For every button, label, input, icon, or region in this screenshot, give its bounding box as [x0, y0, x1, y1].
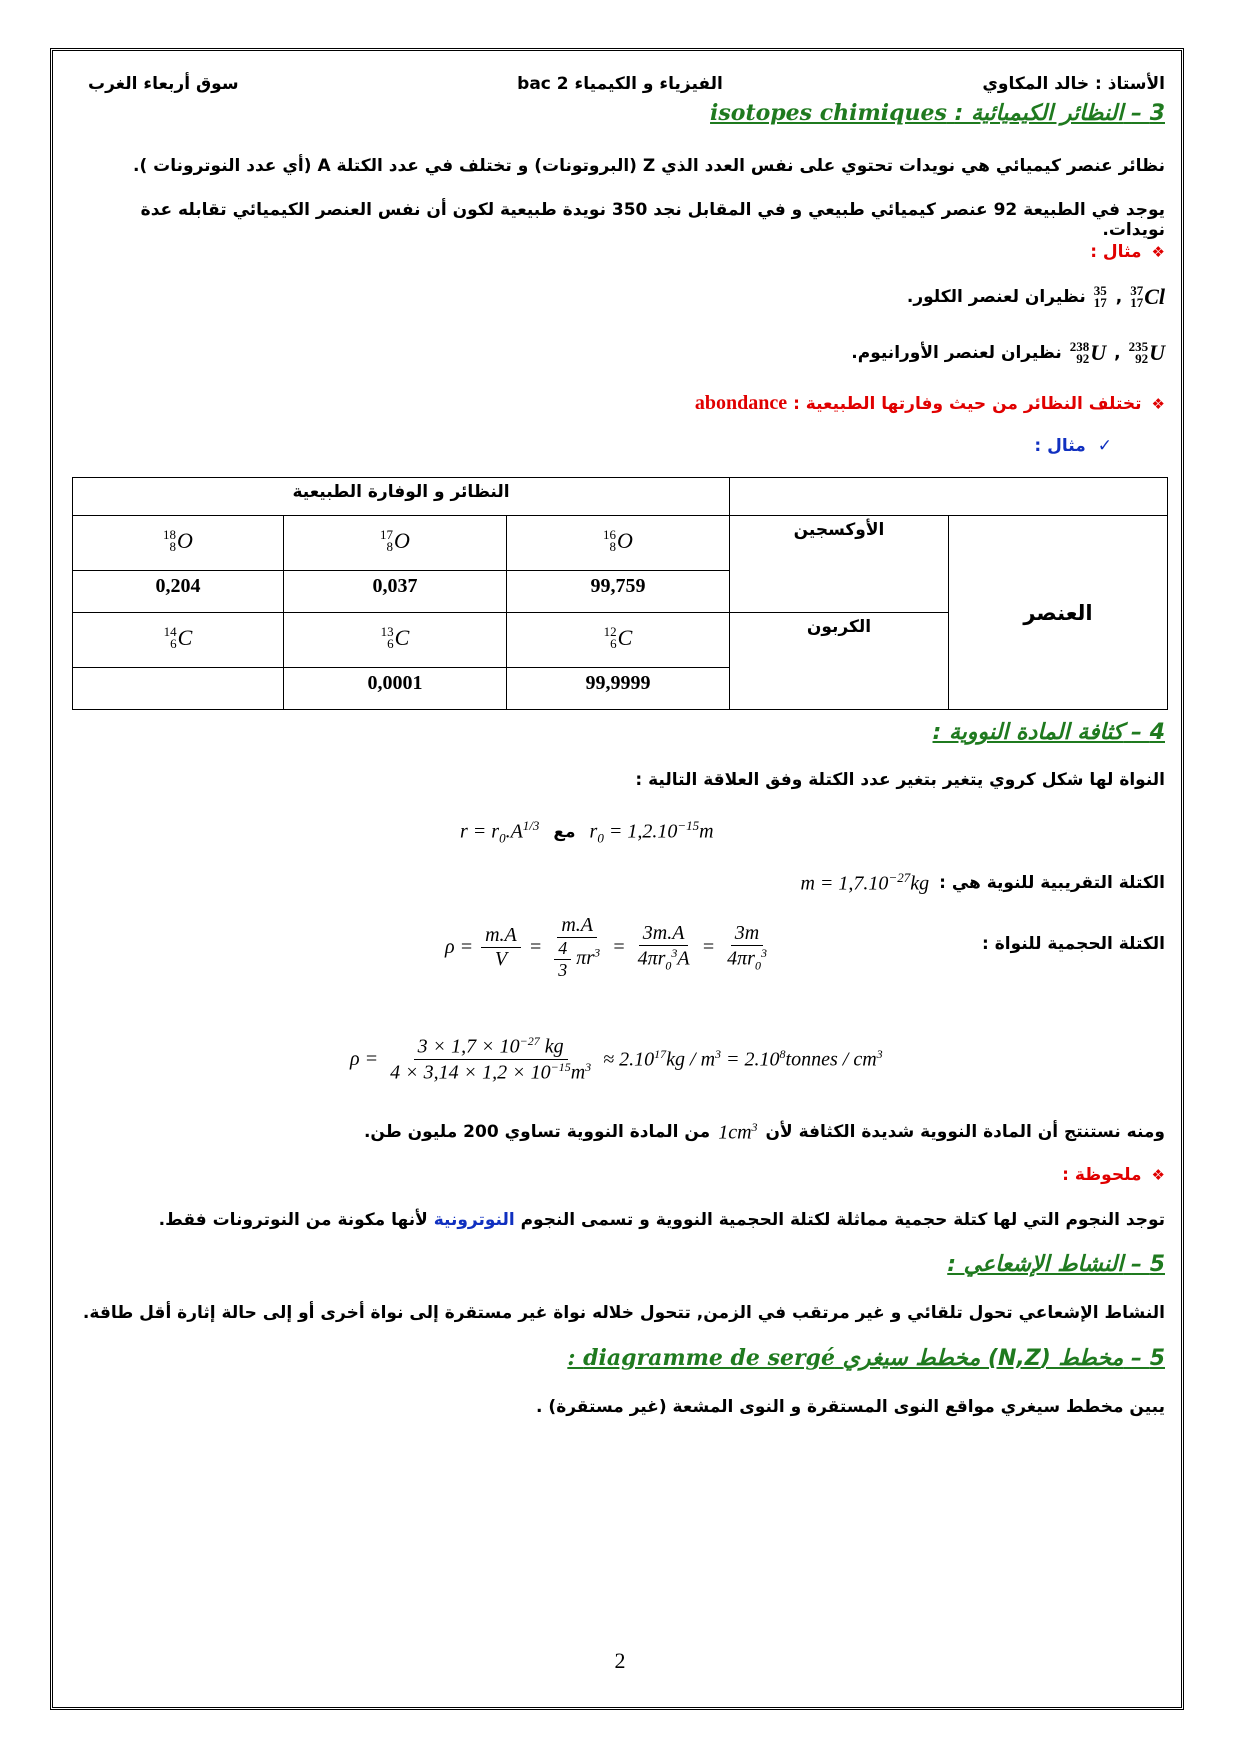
abundance-c12: 99,9999	[507, 668, 730, 710]
nuclide-u-238: 238 92 U	[1069, 339, 1107, 366]
isotope-o18: 18 8 O	[73, 516, 284, 571]
nuclide-cl-37: 37 17 Cl	[1130, 283, 1165, 310]
neutron-stars-note: توجد النجوم التي لها كتلة حجمية مماثلة لكتلة الحجمية النووية و تسمى النجوم النوترونية لأنها مكونة من النوترونات فقط.	[158, 1210, 1165, 1230]
isotope-c13: 13 6 C	[284, 613, 507, 668]
density-numeric-formula: ρ = $\frac{3 \times 1,7 \times 10^{-27} kg}{4 \times 3,14 \times 1,2 \times 10^{-15}m^3}$ ≈ $2.10^{17}kg / m^3$ = $2.10^8tonnes / cm^3$	[350, 1034, 883, 1084]
example-label-1: ❖مثال :	[1090, 242, 1165, 262]
bullet-icon: ❖	[1151, 243, 1165, 261]
isotope-c12: 12 6 C	[507, 613, 730, 668]
radioactivity-definition: النشاط الإشعاعي تحول تلقائي و غير مرتقب في الزمن, تتحول خلاله نواة غير مستقرة إلى نواة أخرى أو إلى حالة إثارة أقل طاقة.	[82, 1303, 1165, 1323]
abundance-c14	[73, 668, 284, 710]
table-header-isotopes: النظائر و الوفارة الطبيعية	[73, 478, 730, 516]
section-3-title: 3 – النظائر الكيميائية : isotopes chimiques	[710, 100, 1165, 126]
section-segre-title: 5 – مخطط (N,Z) مخطط سيغري : diagramme de sergé	[567, 1345, 1165, 1371]
bullet-icon: ❖	[1151, 1166, 1165, 1184]
radius-formula: $r = r_0.A^{1/3}$ مع $r_0 = 1,2.10^{-15}m$	[460, 818, 714, 846]
density-conclusion: ومنه نستنتج أن المادة النووية شديدة الكثافة لأن $1cm^3$ من المادة النووية تساوي 200 مليون طن.	[363, 1120, 1165, 1144]
note-label: ❖ملحوظة :	[1062, 1165, 1165, 1185]
isotope-definition: نظائر عنصر كيميائي هي نويدات تحتوي على نفس العدد الذي Z (البروتونات) و تختلف في عدد الكتلة A (أي عدد النوترونات ).	[133, 156, 1165, 176]
abundance-line: ❖تختلف النظائر من حيث وفارتها الطبيعية : abondance	[694, 392, 1165, 414]
checkmark-icon: ✓	[1097, 436, 1112, 456]
radius-relation-text: النواة لها شكل كروي يتغير بتغير عدد الكتلة وفق العلاقة التالية :	[635, 770, 1165, 790]
page-number: 2	[614, 1648, 626, 1673]
nuclide-cl-35: 35 17	[1093, 283, 1107, 310]
chlorine-isotopes: 37 17 Cl , 35 17 نظيران لعنصر الكلور.	[906, 283, 1165, 310]
element-oxygen: الأوكسجين	[730, 516, 949, 613]
table-header-element: العنصر	[949, 516, 1168, 710]
example-label-2: ✓مثال :	[1034, 436, 1112, 456]
segre-description: يبين مخطط سيغري مواقع النوى المستقرة و النوى المشعة (غير مستقرة) .	[536, 1397, 1165, 1417]
section-5-title: 5 – النشاط الإشعاعي :	[947, 1252, 1165, 1277]
nucleon-mass-line: الكتلة التقريبية للنوية هي : $m = 1,7.10^{-27}kg$	[800, 870, 1165, 895]
header-school: سوق أربعاء الغرب	[88, 74, 239, 94]
isotope-c14: 14 6 C	[73, 613, 284, 668]
abundance-o17: 0,037	[284, 571, 507, 613]
abundance-o18: 0,204	[73, 571, 284, 613]
natural-elements-text: يوجد في الطبيعة 92 عنصر كيميائي طبيعي و في المقابل نجد 350 نويدة طبيعية لكون أن نفس العنصر الكيميائي تقابله عدة نويدات.	[140, 200, 1165, 240]
uranium-isotopes: 235 92 U , 238 92 U نظيران لعنصر الأورانيوم.	[851, 339, 1165, 366]
nuclide-u-235: 235 92 U	[1128, 339, 1165, 366]
density-formula: ρ = $\frac{m.A}{V}$ = m.A $\frac{4}{3}$ $\pi r^3$ = $\frac{3m.A}{4\pi r_0^3A}$ = $\frac{3m}{4\pi r_0^3}$	[445, 914, 767, 980]
isotope-o17: 17 8 O	[284, 516, 507, 571]
density-label: الكتلة الحجمية للنواة :	[982, 934, 1165, 954]
bullet-icon: ❖	[1151, 395, 1165, 413]
header-teacher: الأستاذ : خالد المكاوي	[982, 74, 1165, 94]
table-header-empty	[730, 478, 1168, 516]
abundance-c13: 0,0001	[284, 668, 507, 710]
element-carbon: الكربون	[730, 613, 949, 710]
abundance-o16: 99,759	[507, 571, 730, 613]
header-subject: الفيزياء و الكيمياء 2 bac	[517, 74, 723, 94]
section-4-title: 4 – كثافة المادة النووية :	[932, 720, 1165, 745]
isotope-o16: 16 8 O	[507, 516, 730, 571]
isotope-abundance-table	[72, 477, 1168, 710]
